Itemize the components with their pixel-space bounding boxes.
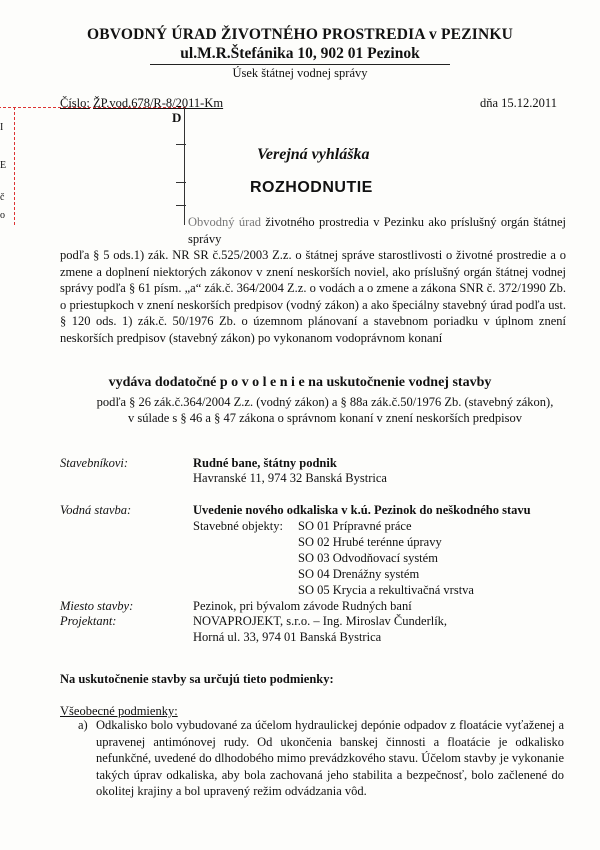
margin-mark: E: [0, 160, 7, 171]
margin-mark: o: [0, 210, 5, 221]
construction-object: SO 05 Krycia a rekultivačná vrstva: [298, 583, 474, 597]
condition-item: [78, 717, 564, 800]
intro-paragraph: [60, 214, 566, 346]
stamp-tick: [176, 144, 186, 145]
registry-stamp-left-edge: [14, 107, 15, 225]
stamp-tick: [176, 182, 186, 183]
conditions-heading: Na uskutočnenie stavby sa určujú tieto podmienky:: [60, 672, 334, 686]
intro-obscured-start: Obvodný úrad: [188, 215, 262, 229]
builder-address: Havranské 11, 974 32 Banská Bystrica: [193, 471, 387, 485]
registry-stamp-right-edge: [184, 107, 185, 225]
issuance-legal-basis: [60, 395, 590, 426]
general-conditions-label: Všeobecné podmienky:: [60, 704, 178, 718]
construction-object: SO 02 Hrubé terénne úpravy: [298, 535, 442, 549]
construction-object: SO 03 Odvodňovací systém: [298, 551, 438, 565]
reference-number-value: ŽP.vod.678/R-8/2011-Km: [93, 96, 224, 110]
margin-mark: č: [0, 192, 5, 203]
location-label: Miesto stavby:: [60, 599, 134, 613]
announcement-title: Verejná vyhláška: [257, 146, 370, 163]
legal-line: podľa § 26 zák.č.364/2004 Z.z. (vodný zákon) a § 88a zák.č.50/1976 Zb. (stavebný zákon),: [96, 395, 554, 409]
registry-stamp: [0, 107, 186, 226]
reference-number-label: Číslo:: [60, 96, 90, 110]
construction-name: Uvedenie nového odkaliska v k.ú. Pezinok do neškodného stavu: [193, 503, 531, 517]
construction-object: SO 04 Drenážny systém: [298, 567, 420, 581]
issuance-heading: vydáva dodatočné p o v o l e n i e na uskutočnenie vodnej stavby: [108, 375, 492, 390]
construction-label: Vodná stavba:: [60, 503, 132, 517]
construction-object: SO 01 Prípravné práce: [298, 519, 412, 533]
intro-first-line: Obvodný úrad životného prostredia v Pezinku ako príslušný orgán štátnej správy: [188, 215, 567, 246]
document-date: dňa 15.12.2011: [480, 96, 557, 110]
location-value: Pezinok, pri bývalom závode Rudných baní: [193, 599, 412, 613]
condition-letter: a): [78, 718, 88, 732]
intro-body: podľa § 5 ods.1) zák. NR SR č.525/2003 Z.z. o štátnej správe starostlivosti o životné prostredie a o zmene a doplnení niektorých zákonov v znení neskorších noviel, ako príslušný orgán štátnej vodnej správy podľa § 61 písm. „a“ zák.č. 364/2004 Z.z. o vodách a o zmene a zákona SNR č. 372/1990 Zb. o priestupkoch v znení neskorších predpisov (vodný zákon) a ako špeciálny stavebný úrad podľa ust. § 120 ods. 1) zák.č. 50/1976 Zb. o územnom plánovaní a stavebnom poriadku v úplnom znení neskorších predpisov (stavebný zákon) po vykonanom vodoprávnom konaní: [60, 248, 566, 345]
decision-title: ROZHODNUTIE: [250, 179, 373, 196]
designer-value: NOVAPROJEKT, s.r.o. – Ing. Miroslav Čunderlík,: [193, 614, 448, 628]
builder-label: Stavebníkovi:: [60, 456, 129, 470]
objects-label: Stavebné objekty:: [193, 519, 283, 533]
stamp-tick: [176, 205, 186, 206]
office-address: ul.M.R.Štefánika 10, 902 01 Pezinok: [180, 45, 420, 62]
department-name: Úsek štátnej vodnej správy: [232, 66, 368, 80]
registry-stamp-letter: D: [172, 110, 182, 125]
condition-text: Odkalisko bolo vybudované za účelom hydraulickej depónie odpadov z floatácie vyťaženej a upravenej antimónovej rudy. Od ukončenia banskej činnosti a floatácie je odkalisko nefunkčné, uvedené do dlhodobého mimo prevádzkového stavu. Účelom stavby je vykonanie takých úprav odkaliska, aby bola zachovaná jeho stabilita a bezpečnosť, bolo začlenené do okolitej krajiny a bol upravený režim odvádzania vôd.: [96, 718, 564, 798]
designer-address: Horná ul. 33, 974 01 Banská Bystrica: [193, 630, 382, 644]
designer-label: Projektant:: [60, 614, 117, 628]
legal-line: v súlade s § 46 a § 47 zákona o správnom konaní v znení neskorších predpisov: [127, 410, 522, 425]
margin-mark: I: [0, 122, 4, 133]
header-divider: [150, 64, 450, 65]
office-name: OBVODNÝ ÚRAD ŽIVOTNÉHO PROSTREDIA v PEZINKU: [86, 26, 514, 43]
builder-name: Rudné bane, štátny podnik: [193, 456, 337, 470]
